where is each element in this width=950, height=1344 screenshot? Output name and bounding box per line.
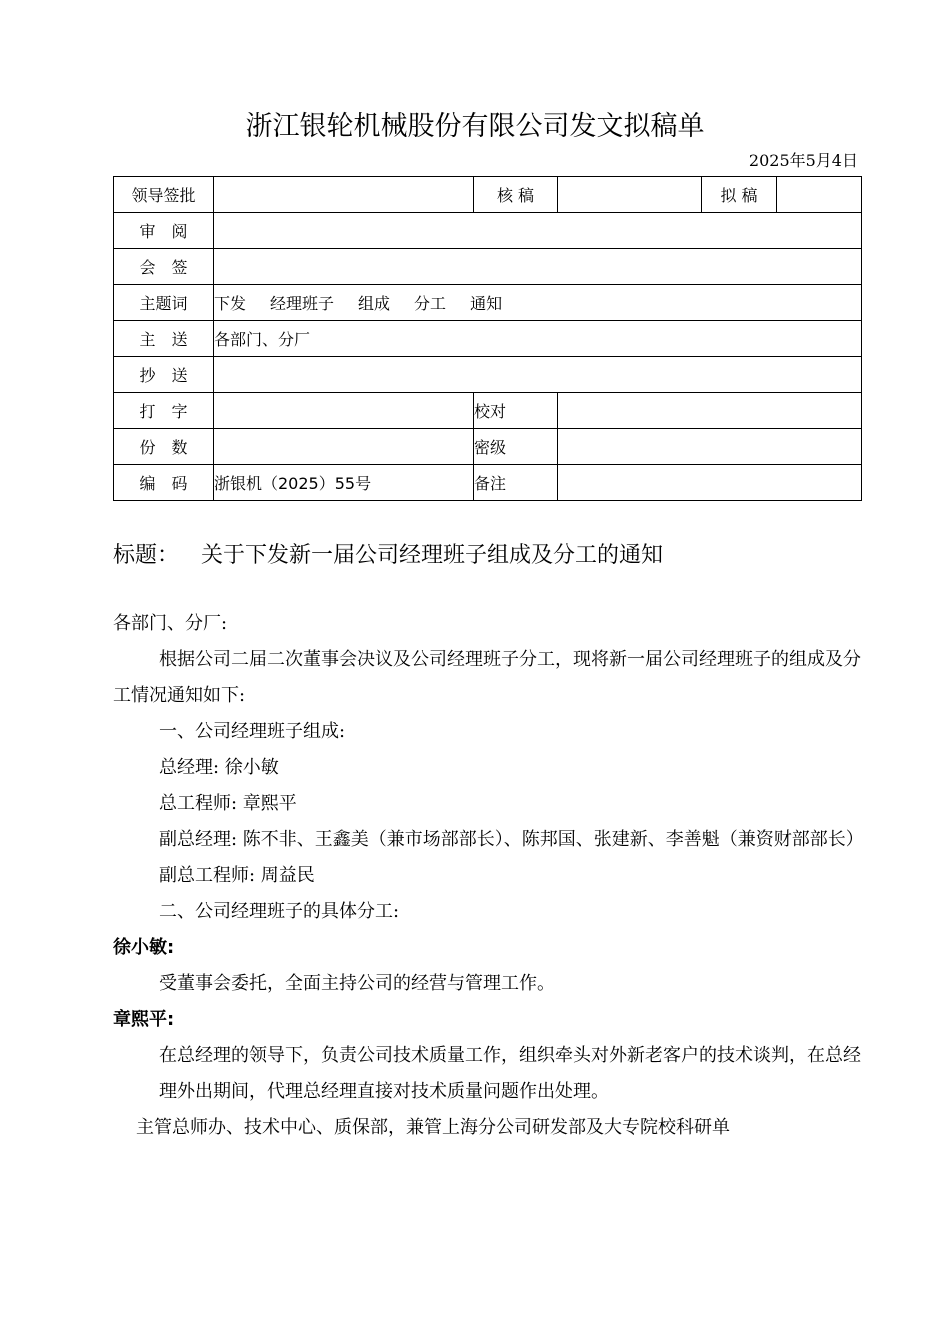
person-heading: 徐小敏: [113,937,175,958]
subject-keywords [214,285,862,321]
draft-form-table [113,176,862,501]
section-heading-1: 一、公司经理班子组成: [159,721,346,742]
note-label: 备注 [474,465,558,501]
proofread-field[interactable] [558,393,862,429]
form-row-copies [114,429,862,465]
draft-label: 拟 稿 [702,177,777,212]
audit-label: 审 阅 [114,213,214,249]
section-heading-2: 二、公司经理班子的具体分工: [159,901,400,922]
intro-paragraph: 根据公司二届二次董事会决议及公司经理班子分工，现将新一届公司经理班子的组成及分工情况通知如下: [113,649,861,706]
person-duty-text: 受董事会委托，全面主持公司的经营与管理工作。 [159,973,555,994]
leader-approval-label: 领导签批 [114,177,214,213]
note-field[interactable] [558,465,862,501]
form-row-cosign [114,249,862,285]
form-row-leader [114,177,862,213]
document-date: 2025年5月4日 [748,151,858,170]
cc-label: 抄 送 [114,357,214,393]
form-row-audit [114,213,862,249]
cc-field[interactable] [214,357,862,393]
draft-cell [702,177,862,213]
form-row-to [114,321,862,357]
code-value: 浙银机（2025）55号 [214,465,474,501]
cosign-label: 会 签 [114,249,214,285]
typing-field[interactable] [214,393,474,429]
notice-title [113,538,663,569]
subject-keyword: 经理班子 [270,294,335,313]
copies-label: 份 数 [114,429,214,465]
proofread-label: 校对 [474,393,558,429]
secrecy-label: 密级 [474,429,558,465]
subject-keyword: 通知 [470,294,503,313]
deputy-gm-line: 副总经理: 陈不非、王鑫美（兼市场部部长）、陈邦国、张建新、李善魁（兼资财部部长） [159,829,864,850]
deputy-chief-engineer-line: 副总工程师: 周益民 [159,865,315,886]
general-manager-line: 总经理: 徐小敏 [159,757,279,778]
copies-field[interactable] [214,429,474,465]
secrecy-field[interactable] [558,429,862,465]
review-field[interactable] [558,177,702,213]
code-label: 编 码 [114,465,214,501]
person-duty-text: 在总经理的领导下，负责公司技术质量工作，组织牵头对外新老客户的技术谈判，在总经理外出期间，代理总经理直接对技术质量问题作出处理。 [159,1045,861,1102]
subject-keyword: 组成 [358,294,391,313]
typing-label: 打 字 [114,393,214,429]
form-row-code [114,465,862,501]
document-title: 浙江银轮机械股份有限公司发文拟稿单 [245,111,705,142]
notice-title-label: 标题： [113,543,180,568]
subject-keyword: 下发 [214,294,247,313]
form-row-type [114,393,862,429]
form-row-cc [114,357,862,393]
notice-body [113,606,864,1146]
person-duty-text-continued: 主管总师办、技术中心、质保部，兼管上海分公司研发部及大专院校科研单 [136,1117,730,1138]
review-label: 核 稿 [474,177,558,213]
leader-approval-field[interactable] [214,177,474,213]
cosign-field[interactable] [214,249,862,285]
to-label: 主 送 [114,321,214,357]
audit-field[interactable] [214,213,862,249]
form-row-subject [114,285,862,321]
chief-engineer-line: 总工程师: 章熙平 [159,793,297,814]
subject-label: 主题词 [114,285,214,321]
notice-title-text: 关于下发新一届公司经理班子组成及分工的通知 [201,543,664,568]
subject-keyword: 分工 [414,294,447,313]
person-heading: 章熙平: [113,1009,175,1030]
to-value: 各部门、分厂 [214,321,862,357]
salutation: 各部门、分厂: [113,613,228,634]
